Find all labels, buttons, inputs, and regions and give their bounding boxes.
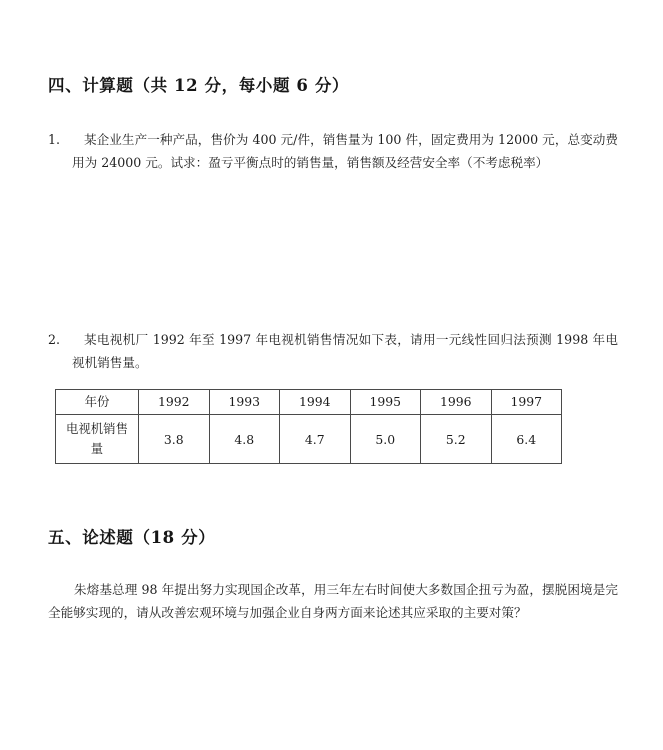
question-text-2: 某电视机厂 1992 年至 1997 年电视机销售情况如下表，请用一元线性回归法预测 1998 年电视机销售量。 bbox=[72, 332, 618, 370]
question-number-1: 1. bbox=[48, 132, 61, 147]
section-heading-five: 五、论述题（18 分） bbox=[48, 528, 216, 547]
question-number-2: 2. bbox=[48, 332, 61, 347]
table-header-year-1996: 1996 bbox=[421, 390, 492, 415]
question-text-1: 某企业生产一种产品，售价为 400 元/件，销售量为 100 件，固定费用为 12000 元，总变动费用为 24000 元。试求：盈亏平衡点时的销售量，销售额及经营安全率（不考虑税率） bbox=[72, 132, 618, 170]
table-row bbox=[56, 390, 562, 415]
question-item-1 bbox=[48, 128, 618, 174]
table-header-year-1992: 1992 bbox=[139, 390, 210, 415]
sales-table-container bbox=[55, 389, 561, 464]
table-header-year-1997: 1997 bbox=[491, 390, 562, 415]
table-row-label-sales: 电视机销售量 bbox=[56, 415, 139, 464]
table-cell-sales-1993: 4.8 bbox=[209, 415, 280, 464]
tv-sales-table bbox=[55, 389, 562, 464]
table-cell-sales-1996: 5.2 bbox=[421, 415, 492, 464]
table-row bbox=[56, 415, 562, 464]
table-header-year-label: 年份 bbox=[56, 390, 139, 415]
table-cell-sales-1994: 4.7 bbox=[280, 415, 351, 464]
question-item-2 bbox=[48, 328, 618, 374]
table-cell-sales-1992: 3.8 bbox=[139, 415, 210, 464]
table-cell-sales-1997: 6.4 bbox=[491, 415, 562, 464]
table-header-year-1995: 1995 bbox=[350, 390, 421, 415]
section-heading-four: 四、计算题（共 12 分，每小题 6 分） bbox=[48, 76, 350, 95]
essay-question-paragraph: 朱熔基总理 98 年提出努力实现国企改革，用三年左右时间使大多数国企扭亏为盈，摆脱困境是完全能够实现的，请从改善宏观环境与加强企业自身两方面来论述其应采取的主要对策？ bbox=[48, 582, 618, 620]
table-cell-sales-1995: 5.0 bbox=[350, 415, 421, 464]
table-header-year-1993: 1993 bbox=[209, 390, 280, 415]
table-header-year-1994: 1994 bbox=[280, 390, 351, 415]
